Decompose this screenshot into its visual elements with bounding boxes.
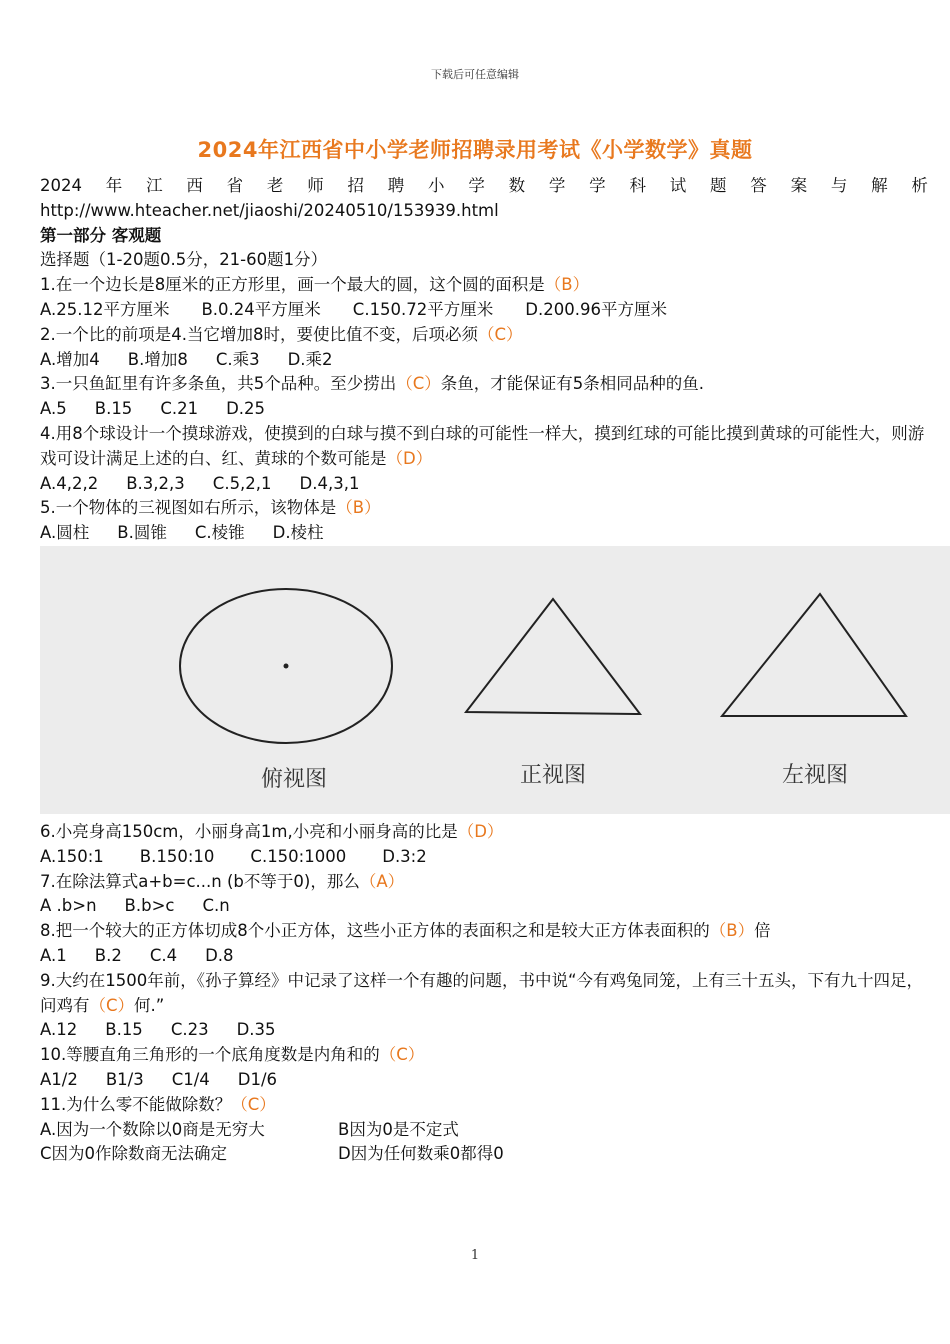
option: B1/3 xyxy=(105,1069,144,1089)
question-stem: 2.一个比的前项是4.当它增加8时，要使比值不变，后项必须 xyxy=(40,324,478,344)
document-body xyxy=(40,174,928,546)
option: B.0.24平方厘米 xyxy=(201,299,321,319)
intro-char: 聘 xyxy=(387,176,405,195)
answer-mark: （C） xyxy=(89,995,135,1015)
option: B.2 xyxy=(94,945,122,965)
option-row xyxy=(40,472,928,497)
question-text xyxy=(40,969,928,1019)
question-list-part1 xyxy=(40,273,928,546)
option: C.150.72平方厘米 xyxy=(352,299,494,319)
answer-mark: （B） xyxy=(709,921,755,941)
option: C因为0作除数商无法确定 xyxy=(40,1144,228,1164)
answer-mark: （A） xyxy=(359,871,405,891)
option: C1/4 xyxy=(171,1069,210,1089)
question-stem: 10.等腰直角三角形的一个底角度数是内角和的 xyxy=(40,1045,380,1065)
intro-char: 2024 xyxy=(40,176,82,195)
front-view-label: 正视图 xyxy=(519,763,587,788)
question-stem: 9.大约在1500年前，《孙子算经》中记录了这样一个有趣的问题，书中说“今有鸡兔同笼，上有三十五头，下有九十四足，问鸡有 xyxy=(40,970,924,1015)
option: A.增加4 xyxy=(40,349,100,369)
option: B.b>c xyxy=(124,896,175,916)
intro-char: 题 xyxy=(710,176,727,195)
question-text xyxy=(40,496,928,521)
intro-char: 学 xyxy=(468,176,485,195)
option: D.200.96平方厘米 xyxy=(525,299,667,319)
intro-char: 答 xyxy=(750,176,767,195)
question-stem-tail: 何.” xyxy=(134,995,165,1015)
option: B.15 xyxy=(94,399,133,419)
option: C.150:1000 xyxy=(250,846,347,866)
question-stem: 5.一个物体的三视图如右所示，该物体是 xyxy=(40,498,337,518)
option: C.n xyxy=(202,896,230,916)
option: D.棱柱 xyxy=(272,523,324,543)
option: D因为任何数乘0都得0 xyxy=(338,1144,504,1164)
header-note: 下载后可任意编辑 xyxy=(431,68,519,81)
question-stem-tail: 条鱼，才能保证有5条相同品种的鱼. xyxy=(440,374,705,394)
left-view-triangle xyxy=(722,594,906,716)
question-text xyxy=(40,323,928,348)
option: D.3:2 xyxy=(382,846,427,866)
question-stem: 3.一只鱼缸里有许多条鱼，共5个品种。至少捞出 xyxy=(40,374,397,394)
intro-char: 省 xyxy=(226,176,244,195)
option: A.4,2,2 xyxy=(40,473,99,493)
question-stem: 11.为什么零不能做除数？ xyxy=(40,1094,232,1114)
option-row xyxy=(40,944,928,969)
question-text xyxy=(40,1043,928,1068)
left-view-label: 左视图 xyxy=(781,763,849,788)
option-row xyxy=(40,397,928,422)
option: C.23 xyxy=(170,1020,209,1040)
intro-char: 解 xyxy=(871,176,888,195)
question-text xyxy=(40,422,928,472)
option: A.1 xyxy=(40,945,67,965)
intro-char: 年 xyxy=(105,176,123,195)
answer-mark: （D） xyxy=(457,822,504,841)
option: C.4 xyxy=(149,945,178,965)
option: A.5 xyxy=(40,399,67,419)
three-view-figure xyxy=(40,546,950,814)
top-view-label: 俯视图 xyxy=(260,767,328,792)
option-row xyxy=(40,1142,928,1167)
intro-char: 科 xyxy=(629,176,646,195)
page-number: 1 xyxy=(470,1248,480,1263)
option-row xyxy=(40,521,928,546)
option-row xyxy=(40,845,928,870)
option-row xyxy=(40,1118,928,1143)
intro-char: 学 xyxy=(589,176,606,195)
top-view-center-dot xyxy=(284,664,289,669)
option: B.150:10 xyxy=(139,846,215,866)
intro-char: 西 xyxy=(186,176,203,195)
intro-char: 析 xyxy=(911,176,928,195)
page-title: 2024年江西省中小学老师招聘录用考试《小学数学》真题 xyxy=(197,138,753,162)
choice-intro: 选择题（1-20题0.5分，21-60题1分） xyxy=(40,250,328,270)
option: C.5,2,1 xyxy=(212,473,272,493)
answer-mark: （B） xyxy=(336,498,381,518)
option: C.21 xyxy=(160,399,199,419)
intro-char: 招 xyxy=(347,176,364,195)
option: D.8 xyxy=(205,945,234,965)
option-row xyxy=(40,298,928,323)
intro-url: http://www.hteacher.net/jiaoshi/20240510/153939.html xyxy=(40,200,499,220)
option: A.150:1 xyxy=(40,846,104,866)
option: D.35 xyxy=(236,1020,276,1040)
option: D1/6 xyxy=(237,1069,278,1089)
question-text xyxy=(40,1093,928,1118)
intro-char: 老 xyxy=(266,176,284,195)
intro-char: 师 xyxy=(307,176,324,195)
question-stem: 1.在一个边长是8厘米的正方形里，画一个最大的圆，这个圆的面积是 xyxy=(40,275,545,295)
option: D.4,3,1 xyxy=(299,473,360,493)
option: C.棱锥 xyxy=(194,523,245,543)
option: C.乘3 xyxy=(215,349,260,369)
question-text xyxy=(40,372,928,397)
intro-char: 试 xyxy=(669,176,687,195)
question-stem-tail: 倍 xyxy=(754,921,771,941)
option: A.12 xyxy=(40,1020,78,1040)
option-row xyxy=(40,1068,928,1093)
option: A.因为一个数除以0商是无穷大 xyxy=(40,1119,265,1139)
option-row xyxy=(40,348,928,373)
option: B因为0是不定式 xyxy=(338,1119,459,1139)
option: A.圆柱 xyxy=(40,523,90,543)
question-text xyxy=(40,919,928,944)
question-text xyxy=(40,870,928,895)
front-view-triangle xyxy=(466,599,640,714)
question-stem: 6.小亮身高150cm，小丽身高1m,小亮和小丽身高的比是 xyxy=(40,822,458,841)
option: D.乘2 xyxy=(287,349,333,369)
option: B.3,2,3 xyxy=(126,473,185,493)
document-body-continued xyxy=(40,820,928,1167)
option: A .b>n xyxy=(40,896,97,916)
question-stem: 7.在除法算式a+b=c...n (b不等于0)，那么 xyxy=(40,871,360,891)
three-view-drawing xyxy=(40,546,950,814)
intro-char: 案 xyxy=(790,176,808,195)
question-stem: 4.用8个球设计一个摸球游戏，使摸到的白球与摸不到白球的可能性一样大，摸到红球的可能比摸到黄球的可能性大，则游戏可设计满足上述的白、红、黄球的个数可能是 xyxy=(40,423,925,468)
option: A1/2 xyxy=(40,1069,78,1089)
question-text xyxy=(40,273,928,298)
intro-char: 学 xyxy=(548,176,566,195)
option-row xyxy=(40,894,928,919)
option-row xyxy=(40,1018,928,1043)
question-stem: 8.把一个较大的正方体切成8个小正方体，这些小正方体的表面积之和是较大正方体表面积的 xyxy=(40,921,710,941)
intro-char: 与 xyxy=(830,176,848,195)
option: B.圆锥 xyxy=(117,523,167,543)
answer-mark: （D） xyxy=(386,448,433,468)
intro-line xyxy=(40,174,928,199)
option: D.25 xyxy=(226,399,266,419)
intro-char: 小 xyxy=(428,176,445,195)
answer-mark: （C） xyxy=(396,374,441,394)
option: A.25.12平方厘米 xyxy=(40,299,170,319)
answer-mark: （B） xyxy=(544,275,590,295)
intro-char: 江 xyxy=(146,176,163,195)
section-heading: 第一部分 客观题 xyxy=(40,225,162,245)
answer-mark: （C） xyxy=(379,1045,425,1065)
intro-char: 数 xyxy=(508,176,526,195)
question-text xyxy=(40,820,928,845)
question-list-part2 xyxy=(40,820,928,1167)
option: B.增加8 xyxy=(127,349,188,369)
answer-mark: （C） xyxy=(231,1094,276,1114)
option: B.15 xyxy=(105,1020,143,1040)
answer-mark: （C） xyxy=(477,324,523,344)
